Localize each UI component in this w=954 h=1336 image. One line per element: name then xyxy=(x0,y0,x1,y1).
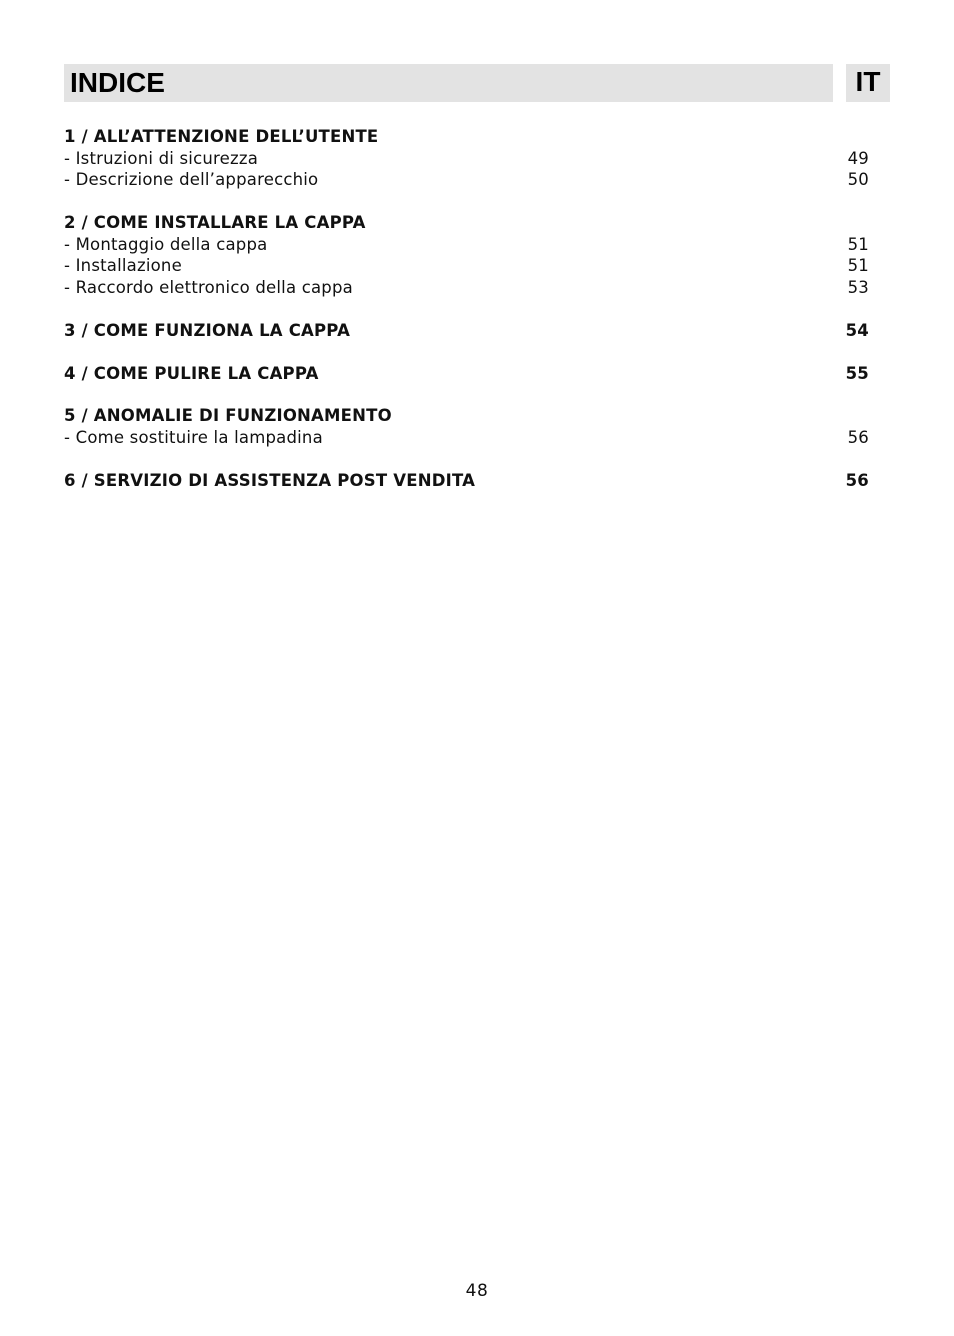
toc-heading[interactable] xyxy=(64,126,869,148)
toc-item[interactable] xyxy=(64,255,869,277)
page-number: 48 xyxy=(465,1281,489,1301)
toc-item-label: - Montaggio della cappa xyxy=(64,234,268,254)
toc-heading[interactable] xyxy=(64,470,869,492)
toc-item-page: 53 xyxy=(847,278,869,298)
page-title: INDICE xyxy=(70,67,165,98)
toc-heading[interactable] xyxy=(64,212,869,234)
toc-section-4 xyxy=(64,363,869,385)
language-code: IT xyxy=(855,66,881,97)
toc-section-2 xyxy=(64,212,869,299)
toc-item[interactable] xyxy=(64,148,869,170)
toc-item-page: 51 xyxy=(847,234,869,254)
toc-heading-page: 56 xyxy=(845,470,869,490)
toc-item[interactable] xyxy=(64,277,869,299)
toc-item-page: 50 xyxy=(847,170,869,190)
toc-item-page: 56 xyxy=(847,427,869,447)
toc-section-6 xyxy=(64,470,869,492)
toc-item[interactable] xyxy=(64,427,869,449)
toc-heading-page: 54 xyxy=(845,320,869,340)
toc-item-label: - Istruzioni di sicurezza xyxy=(64,148,259,168)
toc-item-page: 51 xyxy=(847,256,869,276)
toc-heading-label: 5 / ANOMALIE DI FUNZIONAMENTO xyxy=(64,406,392,426)
language-badge xyxy=(846,64,890,102)
toc-section-1 xyxy=(64,126,869,191)
toc-heading-page: 55 xyxy=(845,363,869,383)
toc-item-label: - Raccordo elettronico della cappa xyxy=(64,278,353,298)
toc-item-label: - Come sostituire la lampadina xyxy=(64,427,323,447)
table-of-contents xyxy=(64,126,869,512)
toc-heading[interactable] xyxy=(64,363,869,385)
header-bar xyxy=(64,64,833,102)
toc-heading[interactable] xyxy=(64,405,869,427)
toc-item-label: - Descrizione dell’apparecchio xyxy=(64,170,319,190)
toc-item-page: 49 xyxy=(847,148,869,168)
toc-heading-label: 6 / SERVIZIO DI ASSISTENZA POST VENDITA xyxy=(64,470,476,490)
toc-item[interactable] xyxy=(64,234,869,256)
toc-section-3 xyxy=(64,320,869,342)
toc-heading-label: 4 / COME PULIRE LA CAPPA xyxy=(64,363,319,383)
toc-item[interactable] xyxy=(64,169,869,191)
toc-item-label: - Installazione xyxy=(64,256,182,276)
toc-heading-label: 3 / COME FUNZIONA LA CAPPA xyxy=(64,320,351,340)
toc-heading-label: 1 / ALL’ATTENZIONE DELL’UTENTE xyxy=(64,127,379,146)
toc-heading-label: 2 / COME INSTALLARE LA CAPPA xyxy=(64,213,366,233)
toc-section-5 xyxy=(64,405,869,448)
toc-heading[interactable] xyxy=(64,320,869,342)
